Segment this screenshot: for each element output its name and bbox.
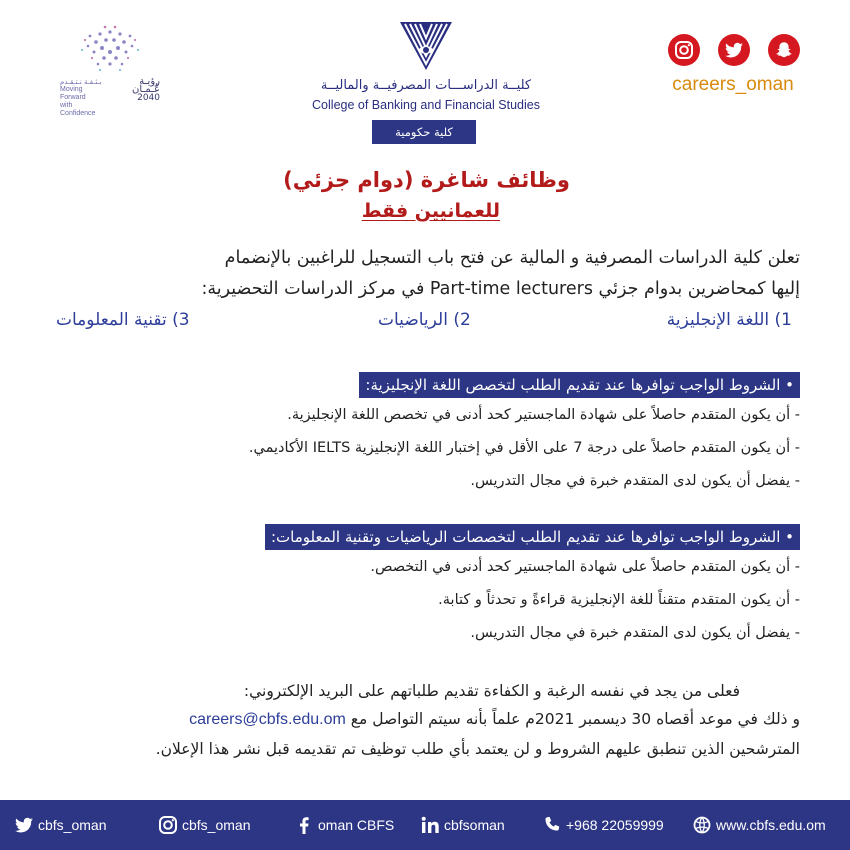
announcement-title: وظائف شاغرة (دوام جزئي) (283, 168, 570, 192)
facebook-icon (294, 815, 314, 835)
footer-linkedin[interactable] (420, 814, 505, 836)
closing-line-2 (40, 710, 800, 729)
college-logo (398, 20, 454, 84)
closing-line-1: فعلى من يجد في نفسه الرغبة و الكفاءة تقديم طلباتهم على البريد الإلكتروني: (243, 682, 740, 700)
omanis-only-text: للعمانيين فقط (361, 200, 500, 222)
field-it: 3) تقنية المعلومات (56, 310, 190, 330)
linkedin-icon (420, 815, 440, 835)
closing-line-3: المترشحين الذين تنطبق عليهم الشروط و لن يعتمد بأي طلب توظيف تم تقديمه قبل نشر هذا الإعلان. (155, 740, 800, 758)
english-conditions-heading: • الشروط الواجب توافرها عند تقديم الطلب لتخصص اللغة الإنجليزية: (359, 372, 800, 398)
vision-name-ar: رؤيـة عُـمـان (132, 76, 160, 95)
government-college-badge: كلية حكومية (372, 120, 476, 144)
college-name-en: College of Banking and Financial Studies (312, 98, 540, 112)
oman-vision-2040-logo (60, 22, 160, 117)
vision-tagline-en-2: with Confidence (60, 102, 96, 117)
footer-phone-number: +968 22059999 (566, 817, 664, 833)
english-condition-1: - أن يكون المتقدم حاصلاً على شهادة الماجستير كحد أدنى في تخصص اللغة الإنجليزية. (287, 407, 800, 423)
footer-facebook[interactable] (294, 814, 394, 836)
footer-bar (0, 800, 850, 850)
math-it-condition-2: - أن يكون المتقدم متقناً للغة الإنجليزية قراءةً و تحدثاً و كتابة. (438, 592, 800, 608)
footer-twitter-handle: cbfs_oman (38, 817, 107, 833)
college-name-ar: كليــة الدراســـات المصرفيــة والماليــة (320, 78, 532, 93)
field-english: 1) اللغة الإنجليزية (666, 310, 792, 330)
college-emblem-icon (398, 20, 454, 84)
twitter-icon (14, 815, 34, 835)
vision-tagline-en-1: Moving Forward (60, 86, 86, 101)
vision-tagline-ar: بـثـقـة نـتـقـدم (60, 78, 102, 86)
math-it-condition-3: - يفضل أن يكون لدى المتقدم خبرة في مجال التدريس. (470, 625, 800, 641)
field-math: 2) الرياضيات (378, 310, 471, 330)
intro-line-2: إليها كمحاضرين بدوام جزئي Part-time lecturers في مركز الدراسات التحضيرية: (201, 279, 800, 299)
intro-line-1: تعلن كلية الدراسات المصرفية و المالية عن فتح باب التسجيل للراغبين بالإنضمام (224, 248, 800, 268)
twitter-icon[interactable] (718, 34, 750, 66)
math-it-conditions-heading: • الشروط الواجب توافرها عند تقديم الطلب لتخصصات الرياضيات وتقنية المعلومات: (265, 524, 800, 550)
vision-year: 2040 (137, 93, 160, 103)
footer-facebook-handle: oman CBFS (318, 817, 395, 833)
footer-phone[interactable] (542, 814, 664, 836)
footer-instagram-handle: cbfs_oman (182, 817, 251, 833)
globe-icon (692, 815, 712, 835)
instagram-icon (158, 815, 178, 835)
footer-twitter[interactable] (14, 814, 106, 836)
careers-email-link[interactable]: careers@cbfs.edu.om (189, 711, 346, 728)
footer-linkedin-handle: cbfsoman (444, 817, 505, 833)
closing-line-2-text: و ذلك في موعد أقصاه 30 ديسمبر 2021م علماً بأنه سيتم التواصل مع (350, 710, 800, 728)
vision-dots-emblem-icon (60, 22, 160, 78)
english-condition-2: - أن يكون المتقدم حاصلاً على درجة 7 على الأقل في إختبار اللغة الإنجليزية IELTS الأكاديمي. (248, 440, 800, 456)
snapchat-icon[interactable] (768, 34, 800, 66)
announcement-subtitle (200, 200, 500, 222)
social-icons-top (668, 34, 802, 68)
phone-icon (542, 815, 562, 835)
footer-website[interactable] (692, 814, 826, 836)
english-condition-3: - يفضل أن يكون لدى المتقدم خبرة في مجال التدريس. (470, 473, 800, 489)
careers-oman-handle[interactable]: careers_oman (672, 74, 794, 95)
footer-instagram[interactable] (158, 814, 250, 836)
instagram-icon[interactable] (668, 34, 700, 66)
math-it-condition-1: - أن يكون المتقدم حاصلاً على شهادة الماجستير كحد أدنى في التخصص. (370, 559, 800, 575)
footer-website-url: www.cbfs.edu.om (716, 817, 826, 833)
